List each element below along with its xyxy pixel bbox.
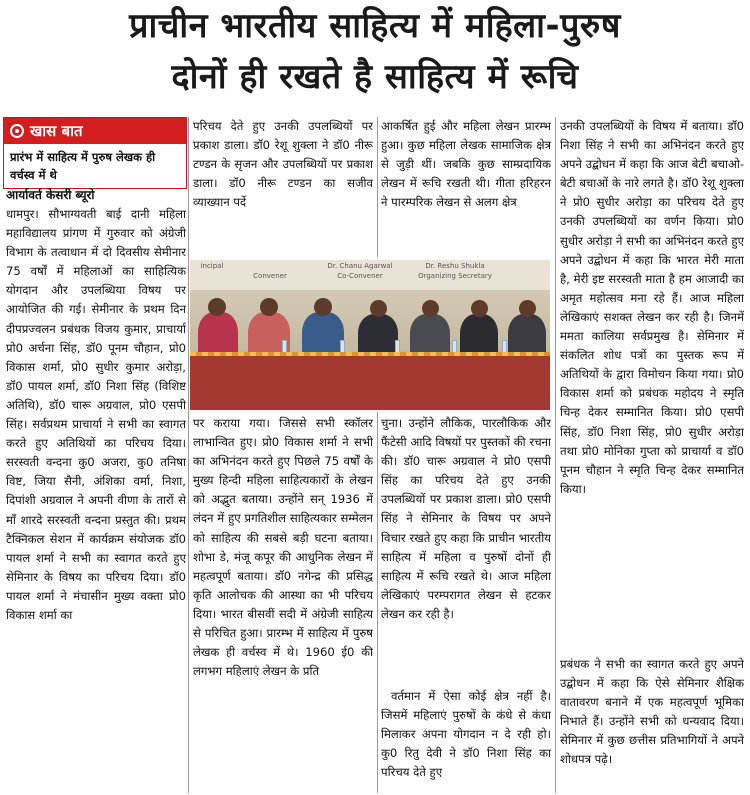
column-divider bbox=[188, 117, 189, 793]
event-photo bbox=[190, 260, 550, 410]
highlight-box-text: प्रारंभ में साहित्य में पुरुष लेखक ही वर्चस्व में थे bbox=[10, 150, 156, 182]
article-column-1 bbox=[6, 205, 186, 793]
article-column-3-end bbox=[381, 687, 551, 793]
person-head bbox=[370, 300, 387, 317]
article-paragraph: उनकी उपलब्धियों के विषय में बताया। डॉ0 निशा सिंह ने सभी का अभिनंदन करते हुए अपने उद्बोधन में कहा कि आज बेटी बचाओ-बेटी बचाओं के नारे लगते है। डॉ0 रेशू शुक्ला ने प्रो0 सुधीर अरोड़ा का परिचय देते हुए उनकी उपलब्धियों का वर्णन किया। प्रो0 सुधीर अरोड़ा ने सभी का अभिनंदन करते हुए अपने उद्बोधन में कहा कि भारत मेरी माता है, मेरी इष्ट सरस्वती माता है हम आजादी का अमृत महोत्सव मना रहे हैं। आज महिला लेखिकाएं सशक्त लेखन कर रही है। जिनमें ममता कालिया सर्वप्रमुख है। सेमिनार में संकलित शोध पत्रों का पुस्तक रूप में अतिथियों के द्वारा विमोचन किया गया। प्रो0 विकास शर्मा को प्रबंधक महोदय ने स्मृति चिन्ह देकर सम्मानित किया। प्रो0 एसपी सिंह, डॉ0 निशा सिंह, प्रो0 सुधीर अरोड़ा तथा प्रो0 मोनिका गुप्ता को प्राचार्या व डॉ0 पूनम चौहान ने स्मृति चिन्ह देकर सम्मानित किया। bbox=[560, 119, 744, 496]
person-head bbox=[422, 300, 439, 317]
stage-table bbox=[190, 356, 550, 410]
article-paragraph: वर्तमान में ऐसा कोई क्षेत्र नहीं है। जिसमें महिलाएं पुरुषों के कंधे से कंधा मिलाकर अपना योगदान न दे रही हो। कु0 रितु देवी ने डॉ0 निशा सिंह का परिचय देते हुए bbox=[381, 689, 551, 780]
photo-caption: Convener bbox=[253, 272, 287, 280]
headline-line-2: दोनों ही रखते है साहित्य में रूचि bbox=[171, 57, 579, 97]
article-paragraph: पर कराया गया। जिससे सभी स्कॉलर लाभान्वित हुए। प्रो0 विकास शर्मा ने सभी का अभिनंदन करते हुए पिछले 75 वर्षों के मुख्य हिन्दी महिला साहित्यकारों के लेखन को अद्भुत बताया। उन्होंने सन् 1936 में लंदन में हुए प्रगतिशील साहित्यकार सम्मेलन को साहित्य की सबसे बड़ी घटना बताया। शोभा डे, मंजू कपूर की आधुनिक लेखन में महत्वपूर्ण बताया। डॉ0 नगेन्द्र की प्रसिद्ध कृति आलोचक की आस्था का भी परिचय दिया। भारत बीसवीं सदी में अंग्रेजी साहित्य से परिचित हुआ। प्रारम्भ में साहित्य में पुरुष लेखक ही वर्चस्व में थे। 1960 ई0 की लगभग महिलाएं लेखन के प्रति bbox=[193, 416, 373, 679]
person-head bbox=[314, 298, 332, 316]
headline-line-1: प्राचीन भारतीय साहित्य में महिला-पुरुष bbox=[129, 6, 621, 46]
person-head bbox=[519, 300, 536, 317]
headline bbox=[0, 0, 750, 102]
article-column-2-bottom bbox=[193, 414, 373, 793]
photo-caption: Dr. Chanu Agarwal bbox=[327, 262, 393, 270]
column-divider bbox=[377, 412, 378, 793]
highlight-box-header bbox=[4, 118, 186, 144]
photo-caption: Dr. Reshu Shukla bbox=[425, 262, 485, 270]
article-column-4 bbox=[560, 117, 744, 652]
article-column-4-end bbox=[560, 655, 744, 793]
article-paragraph: परिचय देते हुए उनकी उपलब्धियों पर प्रकाश डाला। डॉ0 रेशू शुक्ला ने डॉ0 नीरू टण्डन के सृजन और उपलब्धियों पर प्रकाश डाला। डॉ0 नीरू टण्डन का सजीव व्याख्यान पर्दे bbox=[193, 119, 373, 210]
byline: आर्यावर्त केसरी ब्यूरो bbox=[6, 188, 95, 202]
person-head bbox=[260, 298, 278, 316]
highlight-box-title: खास बात bbox=[30, 122, 83, 140]
person-head bbox=[471, 300, 488, 317]
article-paragraph: धामपुर। सौभाग्यवती बाई दानी महिला महाविद्यालय प्रांगण में गुरुवार को अंग्रेजी विभाग के तत्वाधान में दो दिवसीय सेमीनार 75 वर्षों में महिलाओं का साहित्यिक योगदान और उपलब्धिया विषय पर आयोजित की गई। सेमीनार के प्रथम दिन दीपप्रज्वलन प्रबंधक विजय कुमार, प्राचार्या प्रो0 अर्चना सिंह, डॉ0 पूनम चौहान, प्रो0 विकास शर्मा, प्रो0 सुधीर कुमार अरोड़ा, डॉ0 पायल शर्मा, डॉ0 निशा सिंह (विशिष्ट अतिथि), डॉ0 चारू अग्रवाल, प्रो0 एसपी सिंह। सर्वप्रथम प्राचार्या ने सभी का स्वागत करते हुए अतिथियों का परिचय दिया। सरस्वती वन्दना कु0 अजरा, कु0 तनिषा विष्ट, जिया सैनी, अंशिका वर्मा, निशा, दिपांशी अग्रवाल ने अपनी वीणा के तारों से माँ शारदे सरस्वती वन्दना प्रस्तुत की। प्रथम टैक्निकल सेशन में कार्यक्रम संयोजक डॉ0 पायल शर्मा ने सभी का स्वागत करते हुए सेमिनार के विषय का परिचय दिया। डॉ0 पायल शर्मा ने मंचासीन मुख्य वक्ता प्रो0 विकास शर्मा का bbox=[6, 207, 186, 622]
article-paragraph: चुना। उन्होंने लौकिक, पारलौकिक और फैंटेसी आदि विषयों पर पुस्तकों की रचना की। डॉ0 चारू अग्रवाल ने प्रो0 एसपी सिंह का परिचय देते हुए उनकी उपलब्धियों पर प्रकाश डाला। प्रो0 एसपी सिंह ने सेमिनार के विषय पर अपने विचार रखते हुए कहा कि प्राचीन भारतीय साहित्य में महिला व पुरुषों दोनों ही साहित्य में रूचि रखते थे। आज महिला लेखिकाएं परम्परागत लेखन से हटकर लेखन कर रही है। bbox=[381, 416, 551, 621]
article-column-3-bottom bbox=[381, 414, 551, 679]
person-head bbox=[208, 298, 226, 316]
article-paragraph: आकर्षित हुई और महिला लेखन प्रारम्भ हुआ। कुछ महिला लेखक सामाजिक क्षेत्र से जुड़ी थीं। जबकि कुछ साम्प्रदायिक लेखन में रूचि रखती थी। गीता हरिहरन ने पारम्परिक लेखन से अलग क्षेत्र bbox=[381, 119, 551, 210]
article-paragraph: प्रबंधक ने सभी का स्वागत करते हुए अपने उद्बोधन में कहा कि ऐसे सेमिनार शैक्षिक वातावरण बनाने में एक महत्वपूर्ण भूमिका निभाते हैं। उन्होंने सभी को धन्यवाद दिया। सेमिनार में कुछ छत्तीस प्रतिभागियों ने अपने शोधपत्र पढ़े। bbox=[560, 657, 744, 767]
column-divider bbox=[555, 117, 556, 793]
photo-caption: Co-Convener bbox=[337, 272, 383, 280]
photo-caption: incipal bbox=[200, 262, 224, 270]
photo-caption: Organizing Secretary bbox=[418, 272, 492, 280]
target-icon bbox=[10, 124, 24, 138]
highlight-box bbox=[3, 117, 187, 189]
column-divider bbox=[377, 117, 378, 257]
article-column-2-top bbox=[193, 117, 373, 252]
article-column-3-top bbox=[381, 117, 551, 252]
